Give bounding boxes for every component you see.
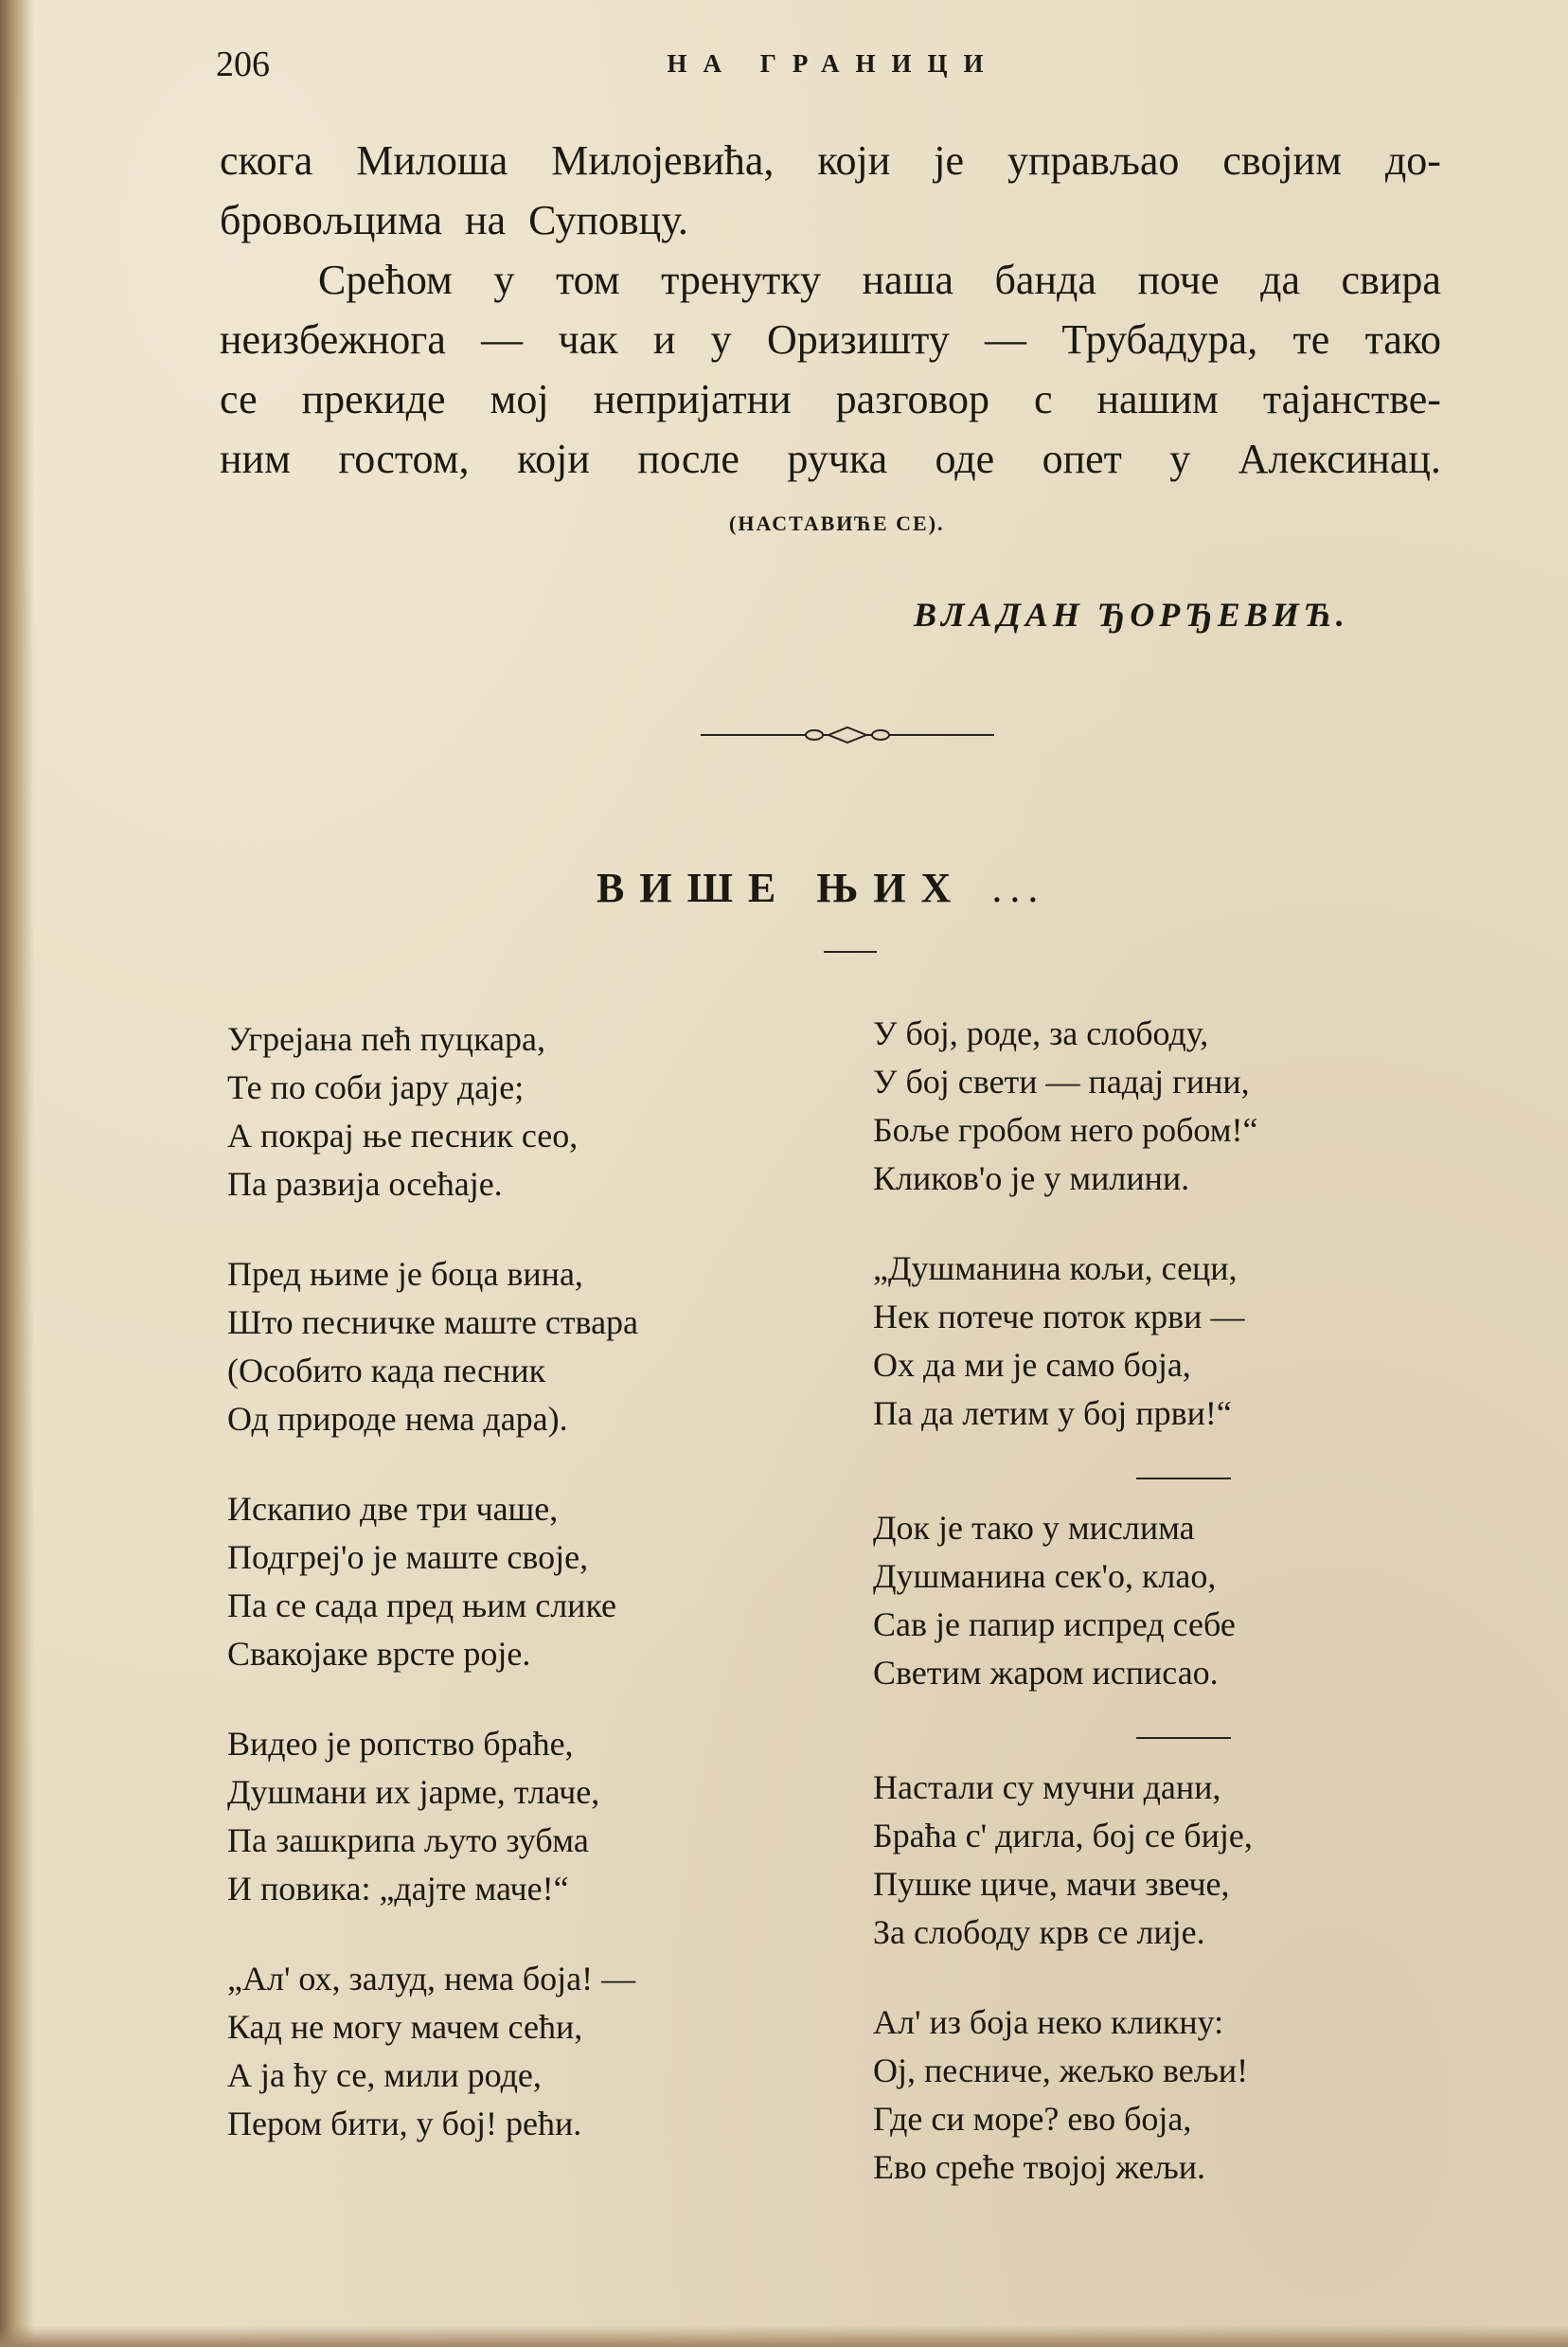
prose-word: који [516,436,590,482]
prose-line [220,429,1441,489]
prose-word: ручка [787,436,888,482]
prose-line [220,369,1441,429]
stanza [873,1504,1258,1697]
verse-line: Кликов'о је у милини. [873,1159,1190,1197]
prose-word: на [465,197,507,243]
stanza [873,1764,1258,1957]
stanza [227,1250,638,1443]
page-number: 206 [216,45,270,84]
verse-line: Свакојаке врсте роје. [227,1635,531,1673]
prose-word: чак [558,316,618,363]
prose-word: је [934,137,965,184]
prose-word: те [1292,316,1330,363]
verse-line: Пером бити, у бој! рећи. [227,2105,582,2142]
prose-word: да [1260,257,1300,303]
verse-line: Кад не могу мачем сећи, [227,2008,583,2046]
prose-word: у [493,257,515,303]
prose-word: Срећом [318,257,453,303]
prose-word: разговор [835,376,989,422]
prose-word: се [220,376,258,422]
verse-line: Сав је папир испред себе [873,1605,1236,1643]
prose-word: — [481,316,524,363]
verse-line: Па се сада пред њим слике [227,1586,617,1624]
verse-line: Где си море? ево боја, [873,2100,1192,2138]
prose-word: тренутку [661,257,821,303]
verse-line: Подгреј'о је маште своје, [227,1538,589,1576]
prose-word: неизбежнога [220,316,446,363]
verse-line: Те по соби јару даје; [227,1068,525,1106]
poem-column-right [873,1010,1258,2233]
prose-word: свира [1341,257,1441,303]
verse-line: У бој, роде, за слободу, [873,1014,1209,1052]
verse-line: Док је тако у мислима [873,1509,1195,1547]
prose-word: тајанстве- [1262,376,1441,422]
prose-word: скога [220,137,313,184]
page-edge-shadow [0,0,34,2347]
prose-word: том [555,257,620,303]
prose-word: и [652,316,676,363]
stanza [227,1485,638,1678]
prose-word: опет [1042,436,1122,482]
verse-line: Ој, песниче, жељко вељи! [873,2051,1249,2089]
author-signature: ВЛАДАН ЂОРЂЕВИЋ. [914,596,1349,634]
verse-line: Па развија осећаје. [227,1165,503,1203]
prose-word: Оризишту [766,316,950,363]
prose-line [220,310,1441,369]
verse-line: Душманина сек'о, клао, [873,1557,1217,1595]
verse-line: Од природе нема дара). [227,1400,568,1438]
verse-line: (Особито када песник [227,1352,546,1389]
prose-word: Суповцу. [528,197,688,243]
prose-line [220,131,1441,190]
prose-word: ним [220,436,291,482]
stanza [873,1010,1258,1203]
prose-word: мој [490,376,549,422]
poem-column-left [227,1015,638,2190]
prose-word: поче [1137,257,1220,303]
verse-line: Душмани их јарме, тлаче, [227,1773,600,1811]
verse-line: Па зашкрипа љуто зубма [227,1821,589,1859]
prose-word: Милојевића, [551,137,775,184]
prose-word: прекиде [301,376,446,422]
prose-word: Трубадура, [1061,316,1258,363]
verse-line: Светим жаром исписао. [873,1654,1219,1692]
prose-line [220,250,1441,310]
prose-word: до- [1384,137,1441,184]
prose-word: с [1033,376,1053,422]
verse-line: „Душманина кољи, сеци, [873,1249,1238,1287]
stanza [227,1955,638,2148]
verse-line: Пушке циче, мачи звече, [873,1865,1230,1903]
prose-text [220,131,1441,489]
ornament-divider [701,724,994,746]
verse-line: Видео је ропство браће, [227,1725,574,1763]
verse-line: Пред њиме је боца вина, [227,1255,583,1293]
verse-line: Нек потече поток крви — [873,1298,1245,1335]
prose-word: у [1169,436,1191,482]
verse-line: Искапио две три чаше, [227,1490,559,1528]
verse-line: За слободу крв се лије. [873,1913,1205,1951]
prose-word: нашим [1096,376,1219,422]
page-bottom-edge [0,2326,1568,2347]
verse-line: Угрејана пећ пуцкара, [227,1020,545,1058]
verse-line: А ја ћу се, мили роде, [227,2056,542,2094]
verse-line: Што песничке маште ствара [227,1303,639,1341]
verse-line: Па да летим у бој први!“ [873,1394,1232,1432]
verse-line: Настали су мучни дани, [873,1768,1221,1806]
prose-word: у [710,316,732,363]
verse-line: У бој свети — падај гини, [873,1063,1250,1101]
prose-word: гостом, [338,436,470,482]
prose-word: после [637,436,739,482]
prose-line [220,190,1441,250]
verse-line: А покрај ње песник сео, [227,1117,579,1155]
prose-word: бровољцима [220,197,443,243]
verse-line: И повика: „дајте маче!“ [227,1870,569,1908]
title-rule [824,951,877,953]
stanza [873,1998,1258,2192]
running-head: НА ГРАНИЦИ [667,49,1000,78]
prose-word: непријатни [593,376,792,422]
stanza [227,1720,638,1913]
verse-line: Ох да ми је само боја, [873,1346,1191,1384]
prose-word: тако [1364,316,1441,363]
verse-line: Ал' из боја неко кликну: [873,2003,1224,2041]
prose-word: — [985,316,1027,363]
poem-title-text: ВИШЕ ЊИХ [597,865,967,911]
prose-word: оде [935,436,995,482]
section-rule [1136,1478,1231,1479]
poem-title-dots: ... [991,865,1046,911]
verse-line: Боље гробом него робом!“ [873,1111,1258,1149]
stanza [227,1015,638,1209]
prose-word: наша [862,257,953,303]
prose-word: банда [994,257,1096,303]
section-rule [1136,1737,1231,1739]
verse-line: Браћа с' дигла, бој се бије, [873,1817,1253,1854]
prose-word: својим [1222,137,1342,184]
to-be-continued-note: (НАСТАВИЋЕ СЕ). [729,511,945,535]
verse-line: Ево среће твојој жељи. [873,2148,1205,2186]
prose-word: који [817,137,891,184]
prose-word: Милоша [356,137,508,184]
stanza [873,1245,1258,1438]
poem-title [597,864,1045,912]
prose-word: управљао [1007,137,1180,184]
prose-word: Алексинац. [1238,436,1441,482]
verse-line: „Ал' ох, залуд, нема боја! — [227,1960,636,1998]
